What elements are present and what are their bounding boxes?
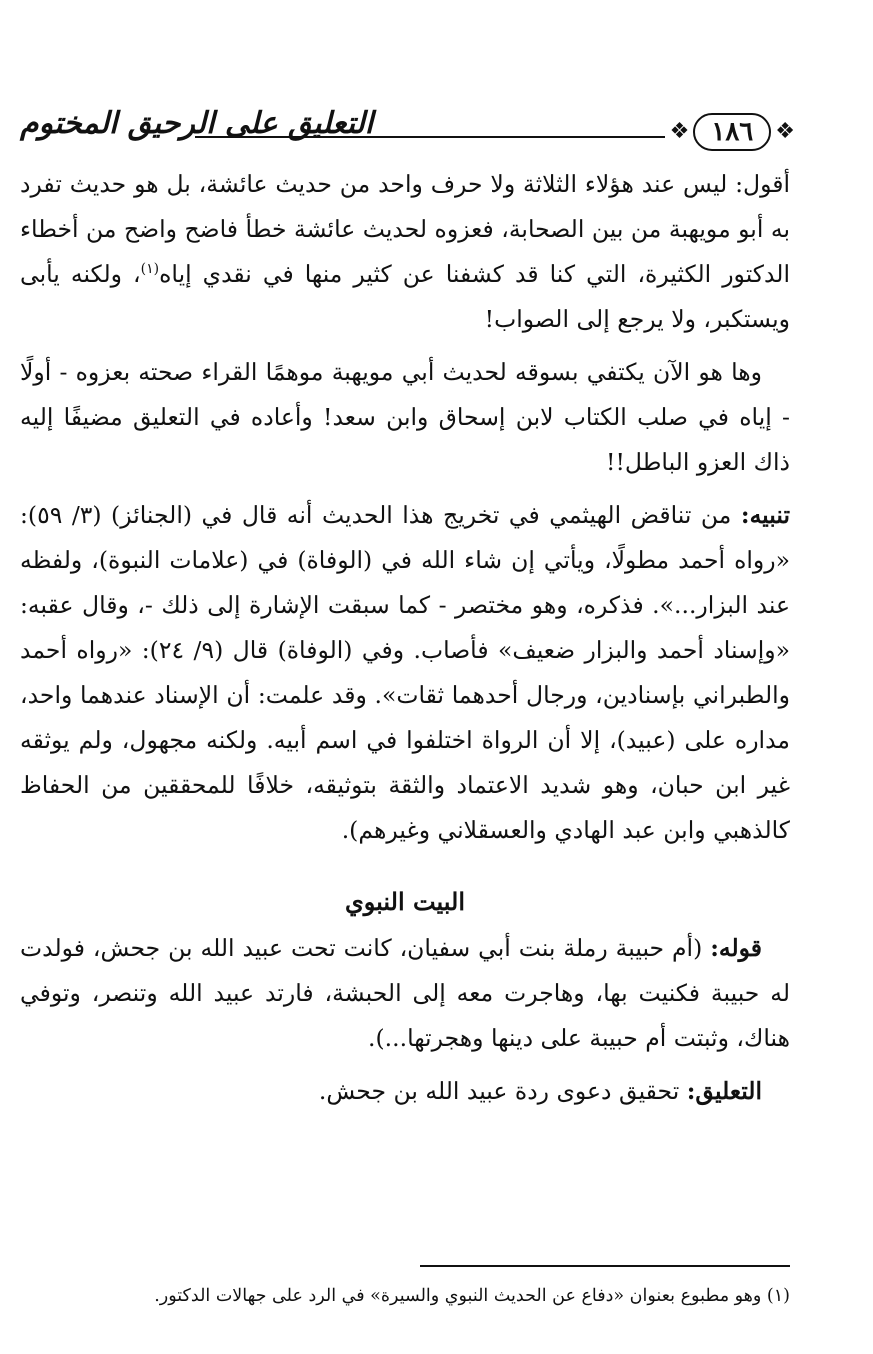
paragraph-5 (20, 1069, 790, 1114)
paragraph-4 (20, 926, 790, 1061)
page-number: ١٨٦ (693, 113, 771, 151)
paragraph-1 (20, 162, 790, 342)
page-number-ornament (670, 110, 795, 154)
footnote: (١) وهو مطبوع بعنوان «دفاع عن الحديث النبوي والسيرة» في الرد على جهالات الدكتور. (154, 1286, 790, 1306)
qawluhu-label: قوله: (710, 934, 762, 962)
paragraph-1-end: ، ولكنه يأبى ويستكبر، ولا يرجع إلى الصواب! (20, 260, 790, 333)
page-body (20, 162, 790, 1114)
tanbih-label: تنبيه: (740, 501, 790, 529)
page-header (20, 102, 795, 162)
footnote-rule (420, 1265, 790, 1267)
paragraph-5-text: تحقيق دعوى ردة عبيد الله بن جحش. (318, 1077, 687, 1105)
running-title: التعليق على الرحيق المختوم (20, 106, 374, 141)
paragraph-3-text: من تناقض الهيثمي في تخريج هذا الحديث أنه قال في (الجنائز) (٣/ ٥٩): «رواه أحمد مطولًا، ويأتي إن شاء الله في (الوفاة) في (علامات النبوة)، ولفظه عند البزار...». فذكره، وهو مختصر - كما سبقت الإشارة إلى ذلك -، وقال عقبه: «وإسناد أحمد والبزار ضعيف» فأصاب. وفي (الوفاة) قال (٩/ ٢٤): «رواه أحمد والطبراني بإسنادين، ورجال أحدهما ثقات». وقد علمت: أن الإسناد عندهما واحد، مداره على (عبيد)، إلا أن الرواة اختلفوا في اسم أبيه. ولكنه مجهول، ولم يوثقه غير ابن حبان، وهو شديد الاعتماد والثقة بتوثيقه، خلافًا للمحققين من الحفاظ كالذهبي وابن عبد الهادي والعسقلاني وغيرهم). (20, 501, 790, 844)
paragraph-4-text: (أم حبيبة رملة بنت أبي سفيان، كانت تحت عبيد الله بن جحش، فولدت له حبيبة فكنيت بها، وهاجرت معه إلى الحبشة، فارتد عبيد الله وتنصر، وتوفي هناك، وثبتت أم حبيبة على دينها وهجرتها...). (20, 934, 790, 1052)
paragraph-3 (20, 493, 790, 853)
taliq-label: التعليق: (686, 1077, 762, 1105)
section-heading: البيت النبوي (344, 887, 466, 916)
paragraph-2: وها هو الآن يكتفي بسوقه لحديث أبي مويهبة موهمًا القراء صحته بعزوه - أولًا - إياه في صلب الكتاب لابن إسحاق وابن سعد! وأعاده في التعليق مضيفًا إليه ذاك العزو الباطل!! (20, 358, 790, 476)
paragraph-1-text: أقول: ليس عند هؤلاء الثلاثة ولا حرف واحد من حديث عائشة، بل هو حديث تفرد به أبو مويهبة من بين الصحابة، فعزوه لحديث عائشة خطأ فاضح واضح من أخطاء الدكتور الكثيرة، التي كنا قد كشفنا عن كثير منها في نقدي إياه (20, 170, 790, 288)
footnote-reference: (١) (140, 261, 160, 278)
ornament-right-icon: ❖ (775, 119, 795, 144)
ornament-left-icon: ❖ (669, 119, 690, 144)
